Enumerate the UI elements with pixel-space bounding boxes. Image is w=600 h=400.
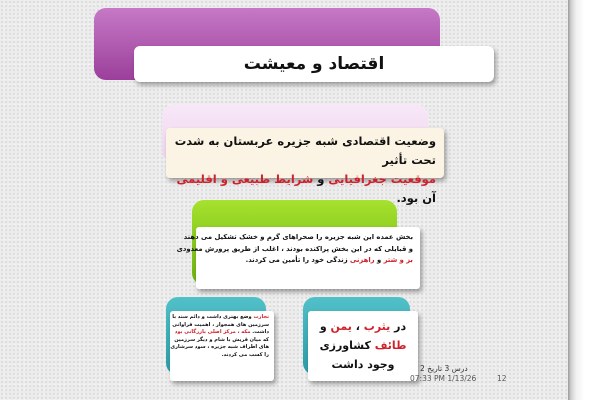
desert-and: و: [374, 256, 384, 264]
desert-livestock: بز و شتر: [383, 256, 413, 264]
farming-yathrib: یثرب: [363, 320, 391, 333]
farming-line-1: [314, 317, 412, 336]
trade-word: تجارت: [253, 314, 269, 320]
footer-page-number: 12: [497, 374, 507, 383]
desert-end: زندگی خود را تأمین می کردند.: [245, 256, 350, 264]
farming-card: [308, 311, 418, 381]
intro-line-1: وضعیت اقتصادی شبه جزیره عربستان به شدت تحت تأثیر: [174, 134, 436, 167]
farming-yemen: یمن: [330, 320, 352, 333]
trade-line-1-rest: وضع بهتری داشت و دائم سند با: [172, 314, 254, 320]
trade-line-2: سرزمین های همجوار ، اهمیت فراوانی: [172, 321, 269, 328]
trade-line-3: [175, 329, 269, 337]
desert-line-1: بخش عمده این شبه جزیره را صحراهای گرم و خشک تشکیل می دهند: [183, 233, 413, 241]
desert-line-3: [203, 255, 413, 267]
trade-line-1: [172, 314, 269, 322]
title-card: [134, 46, 494, 82]
trade-line-5: های اطراف شبه جزیره ، سود سرشاری: [170, 344, 269, 351]
slide-title: اقتصاد و معیشت: [243, 54, 385, 74]
farming-line-3: وجود داشت: [331, 358, 395, 371]
page-edge-shadow: [568, 0, 600, 400]
farming-line-2: [314, 336, 412, 355]
farming-in: در: [390, 320, 407, 333]
intro-climate: شرایط طبیعی و اقلیمی: [176, 172, 314, 186]
desert-banditry: راهزنی: [349, 256, 375, 264]
farming-taif: طائف: [374, 339, 407, 352]
trade-line-6: را کسب می کردند.: [221, 351, 269, 358]
desert-line-2: و قبایلی که در این بخش پراکنده بودند ، اغلب از طریق پرورش معدودی: [176, 244, 413, 253]
footer-datetime: 07:33 PM 1/13/26: [410, 374, 477, 383]
trade-line-3-start: داشت.: [250, 329, 269, 336]
footer-lesson: درس 3 تاریخ 2: [420, 364, 468, 373]
intro-end: آن بود.: [396, 191, 436, 205]
desert-card: [176, 227, 420, 289]
intro-and: و: [313, 172, 329, 186]
farming-and: و: [319, 320, 331, 333]
trade-mecca: مکه ، مرکز اصلی بازرگانی بود: [174, 329, 251, 336]
farming-agriculture: کشاورزی: [319, 339, 375, 352]
intro-card: [166, 128, 444, 205]
trade-card: [170, 311, 274, 381]
farming-comma: ،: [351, 320, 364, 333]
intro-geography: موقعیت جغرافیایی: [328, 172, 436, 186]
trade-line-4: که میان قریش با شام و دیگر سرزمین: [174, 336, 269, 343]
